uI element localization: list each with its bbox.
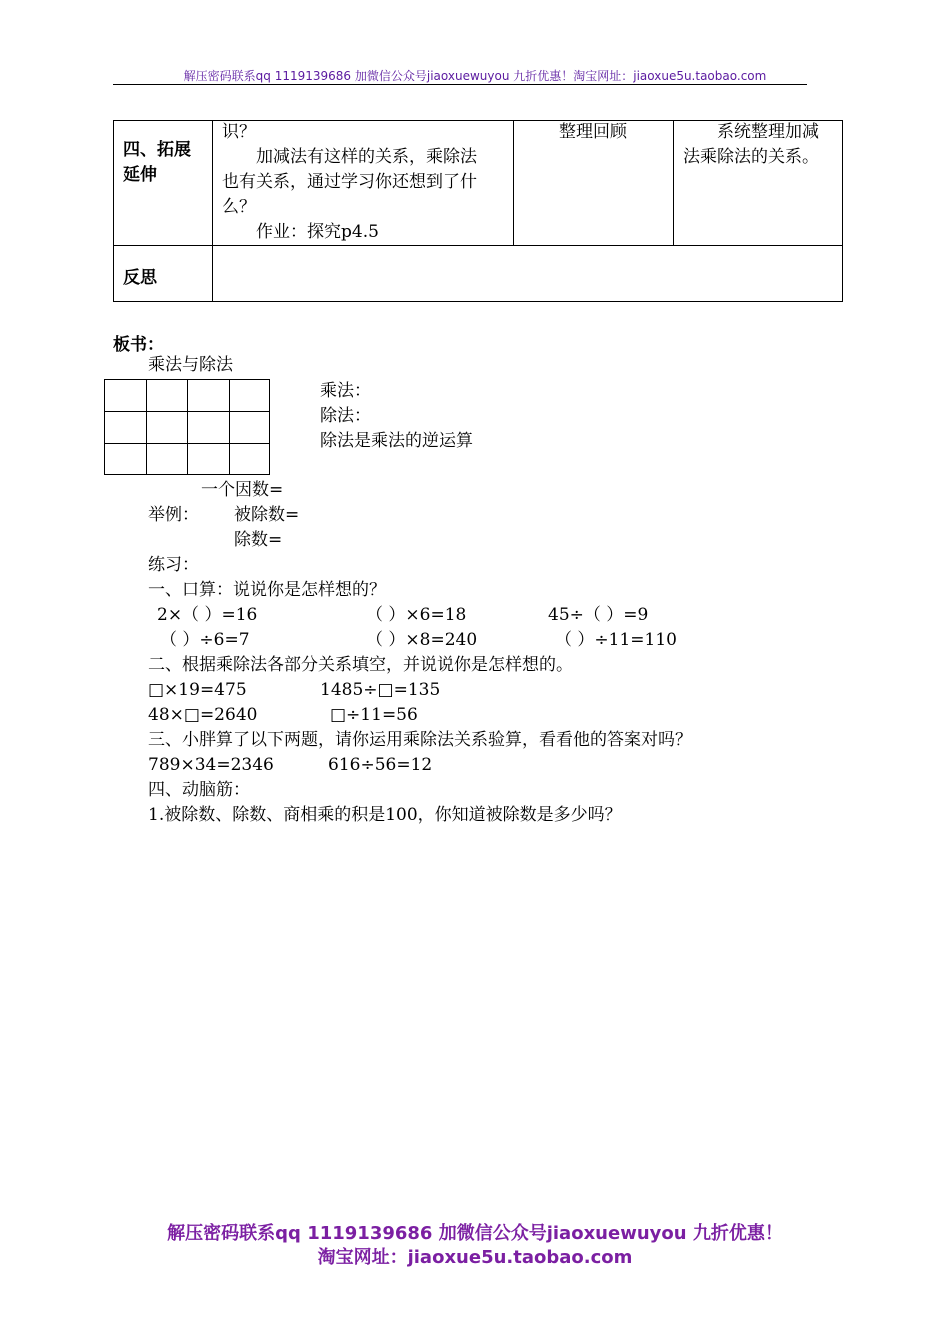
board-title: 乘法与除法 <box>148 355 233 375</box>
q4-item: 1.被除数、除数、商相乘的积是100，你知道被除数是多少吗？ <box>148 805 622 825</box>
board-inverse: 除法是乘法的逆运算 <box>320 431 473 451</box>
row1-intent-line2: 法乘除法的关系。 <box>683 147 819 167</box>
row1-content-line: 加减法有这样的关系，乘除法 <box>222 147 477 167</box>
q1-item: 45÷（ ）=9 <box>548 605 649 625</box>
row2-heading: 反思 <box>123 268 157 288</box>
practice-q4-title: 四、动脑筋： <box>148 780 250 800</box>
row1-content-line: 么？ <box>222 197 256 217</box>
practice-q1-title: 一、口算：说说你是怎样想的？ <box>148 580 386 600</box>
q2-item: 1485÷□=135 <box>320 680 441 700</box>
q1-item: （ ）×6=18 <box>366 605 467 625</box>
q1-item: 2×（ ）=16 <box>157 605 258 625</box>
board-one-factor: 一个因数= <box>201 480 284 500</box>
row1-intent-line1: 系统整理加减 <box>683 122 819 142</box>
row1-heading-line2: 延伸 <box>123 165 157 185</box>
board-label: 板书： <box>113 335 164 355</box>
q3-item: 789×34=2346 <box>148 755 274 775</box>
board-divisor: 除数= <box>234 530 283 550</box>
practice-q3-title: 三、小胖算了以下两题，请你运用乘除法关系验算，看看他的答案对吗？ <box>148 730 692 750</box>
row1-content-line: 识？ <box>222 122 256 142</box>
q1-item: （ ）÷11=110 <box>555 630 677 650</box>
q1-item: （ ）×8=240 <box>366 630 478 650</box>
footer-line1: 解压密码联系qq 1119139686 加微信公众号jiaoxuewuyou 九折优惠！ <box>167 1223 783 1244</box>
practice-q2-title: 二、根据乘除法各部分关系填空，并说说你是怎样想的。 <box>148 655 573 675</box>
grid-box <box>104 379 270 475</box>
board-mult: 乘法： <box>320 381 371 401</box>
q2-item: □×19=475 <box>148 680 247 700</box>
row1-content-line: 作业：探究p4.5 <box>222 222 379 242</box>
q2-item: 48×□=2640 <box>148 705 258 725</box>
board-dividend: 被除数= <box>234 505 300 525</box>
q1-item: （ ）÷6=7 <box>160 630 250 650</box>
row1-activity: 整理回顾 <box>559 122 627 142</box>
practice-label: 练习： <box>148 555 199 575</box>
header-rule <box>113 84 807 85</box>
q3-item: 616÷56=12 <box>328 755 433 775</box>
board-div: 除法： <box>320 406 371 426</box>
header-banner: 解压密码联系qq 1119139686 加微信公众号jiaoxuewuyou 九折优惠！淘宝网址：jiaoxue5u.taobao.com <box>183 69 767 83</box>
row1-heading-line1: 四、拓展 <box>123 140 191 160</box>
footer-line2: 淘宝网址：jiaoxue5u.taobao.com <box>317 1247 633 1268</box>
board-example-label: 举例： <box>148 505 199 525</box>
row1-content-line: 也有关系，通过学习你还想到了什 <box>222 172 477 192</box>
q2-item: □÷11=56 <box>330 705 418 725</box>
